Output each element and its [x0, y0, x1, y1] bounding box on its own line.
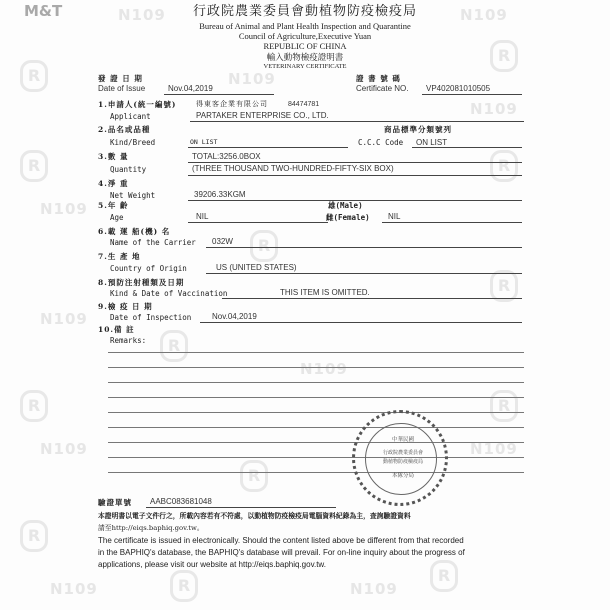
applicant-value: PARTAKER ENTERPRISE CO., LTD.: [196, 111, 329, 120]
footer-zh-note-1: 本證明書以電子文件行之，所載內容若有不符處，以動植物防疫檢疫局電腦資料紀錄為主，查詢驗證資料: [98, 512, 411, 520]
remarks-line: [108, 412, 524, 413]
age-en-label: Age: [110, 213, 124, 222]
watermark-logo: R: [20, 60, 48, 92]
seal-line-1: 中華民國: [391, 437, 414, 443]
official-seal: [352, 410, 448, 506]
remarks-line: [108, 352, 524, 353]
watermark-logo: R: [20, 390, 48, 422]
applicant-en-label: Applicant: [110, 112, 151, 121]
ccc-value: ON LIST: [416, 138, 448, 147]
remarks-line: [108, 382, 524, 383]
watermark-text: N109: [40, 200, 88, 218]
kind-zh-label: 2.品名或品種: [98, 125, 151, 134]
remarks-line: [108, 427, 524, 428]
remarks-en-label: Remarks:: [110, 336, 147, 345]
header-en-line2: Council of Agriculture,Executive Yuan: [238, 31, 372, 41]
quantity-words: (THREE THOUSAND TWO-HUNDRED-FIFTY-SIX BOX): [192, 164, 394, 173]
weight-value: 39206.33KGM: [194, 190, 246, 199]
vaccination-en-label: Kind & Date of Vaccination: [110, 289, 228, 298]
female-label: 雌(Female): [326, 213, 370, 222]
carrier-value: 032W: [212, 237, 233, 246]
header-en-line1: Bureau of Animal and Plant Health Inspection and Quarantine: [199, 21, 411, 31]
kind-en-label: Kind/Breed: [110, 138, 156, 147]
certificate-no-underline: [422, 94, 522, 95]
watermark-logo: R: [170, 570, 198, 602]
carrier-en-label: Name of the Carrier: [110, 238, 196, 247]
kind-underline: [188, 147, 348, 148]
sex-underline: [382, 222, 522, 223]
applicant-id: 84474781: [288, 101, 320, 108]
watermark-logo: R: [250, 230, 278, 262]
inspection-zh-label: 9.檢 疫 日 期: [98, 302, 153, 311]
watermark-logo: R: [20, 520, 48, 552]
carrier-zh-label: 6.載 運 船(機) 名: [98, 227, 171, 236]
sex-value: NIL: [388, 212, 401, 221]
seal-line-4: 本隊分局: [391, 473, 414, 479]
watermark-logo: R: [430, 560, 458, 592]
issue-date-underline: [164, 94, 274, 95]
carrier-underline: [206, 247, 522, 248]
applicant-zh-value: 得東客企業有限公司: [196, 100, 268, 108]
watermark-text: N109: [228, 70, 276, 88]
applicant-zh-label: 1.申請人(統一編號): [98, 100, 177, 109]
watermark-logo: R: [240, 460, 268, 492]
header-en-cert: VETERINARY CERTIFICATE: [263, 63, 347, 70]
remarks-line: [108, 472, 524, 473]
watermark-text: N109: [40, 310, 88, 328]
quantity-en-label: Quantity: [110, 165, 147, 174]
quantity-zh-label: 3.數 量: [98, 152, 129, 161]
verify-underline: [146, 507, 336, 508]
origin-underline: [206, 273, 522, 274]
watermark-logo: R: [490, 390, 518, 422]
certificate-no-zh-label: 證 書 號 碼: [356, 74, 401, 83]
header-zh-title: 行政院農業委員會動植物防疫檢疫局: [192, 4, 417, 19]
remarks-line: [108, 367, 524, 368]
watermark-logo: R: [490, 40, 518, 72]
kind-value: ON LIST: [190, 138, 218, 146]
header-en-line3: REPUBLIC OF CHINA: [263, 41, 347, 51]
watermark-text: N109: [40, 440, 88, 458]
ccc-underline: [412, 147, 522, 148]
age-value: NIL: [196, 212, 209, 221]
origin-en-label: Country of Origin: [110, 264, 187, 273]
ccc-zh-label: 商品標準分類號列: [384, 125, 452, 134]
vaccination-zh-label: 8.預防注射種類及日期: [98, 278, 185, 287]
age-zh-label: 5.年 齡: [98, 201, 129, 210]
footer-en-note-1: The certificate is issued in electronically. Should the content listed above be different from that recorded: [98, 536, 464, 545]
issue-date-zh-label: 發 證 日 期: [98, 74, 143, 83]
verify-label: 驗證單號: [98, 498, 132, 507]
ccc-en-label: C.C.C Code: [358, 138, 404, 147]
watermark-logo: R: [490, 150, 518, 182]
origin-zh-label: 7.生 產 地: [98, 252, 141, 261]
certificate-no-en-label: Certificate NO.: [356, 84, 409, 93]
certificate-no-value: VP402081010505: [426, 84, 491, 93]
quantity-underline-2: [188, 175, 522, 176]
watermark-logo: R: [20, 150, 48, 182]
remarks-line: [108, 397, 524, 398]
issue-date-en-label: Date of Issue: [98, 84, 146, 93]
inspection-en-label: Date of Inspection: [110, 313, 192, 322]
watermark-text: N109: [300, 360, 348, 378]
quantity-underline-1: [188, 162, 522, 163]
quantity-value: TOTAL:3256.0BOX: [192, 152, 261, 161]
male-label: 雄(Male): [328, 201, 363, 210]
watermark-logo: R: [160, 330, 188, 362]
seal-line-3: 動植物防疫檢疫局: [382, 459, 423, 465]
applicant-underline: [190, 121, 524, 122]
origin-value: US (UNITED STATES): [216, 263, 297, 272]
weight-zh-label: 4.淨 重: [98, 179, 129, 188]
footer-en-note-2: in the BAPHIQ's database, the BAPHIQ's database will prevail. For on-line inquiry about the progress of: [98, 548, 465, 557]
remarks-line: [108, 442, 524, 443]
watermark-logo: R: [490, 270, 518, 302]
footer-zh-note-2: 請至http://eiqs.baphiq.gov.tw。: [98, 524, 204, 532]
watermark-text: N109: [470, 440, 518, 458]
watermark-text: N109: [118, 6, 166, 24]
age-underline: [188, 222, 328, 223]
inspection-underline: [200, 322, 522, 323]
verify-value: AABC083681048: [150, 497, 212, 506]
watermark-text: N109: [470, 100, 518, 118]
inspection-value: Nov.04,2019: [212, 312, 257, 321]
vaccination-value: THIS ITEM IS OMITTED.: [280, 288, 370, 297]
watermark-text: N109: [350, 580, 398, 598]
weight-en-label: Net Weight: [110, 191, 156, 200]
footer-en-note-3: applications, please visit our website at http://eiqs.baphiq.gov.tw.: [98, 560, 326, 569]
issue-date-value: Nov.04,2019: [168, 84, 213, 93]
header-zh-cert: 輸入動物檢疫證明書: [266, 53, 344, 63]
seal-line-2: 行政院農業委員會: [382, 450, 423, 456]
remarks-line: [108, 457, 524, 458]
remarks-zh-label: 10.備 註: [98, 325, 135, 334]
brand-logo: M&T: [24, 2, 63, 20]
watermark-text: N109: [460, 6, 508, 24]
watermark-text: N109: [50, 580, 98, 598]
vaccination-underline: [222, 298, 522, 299]
